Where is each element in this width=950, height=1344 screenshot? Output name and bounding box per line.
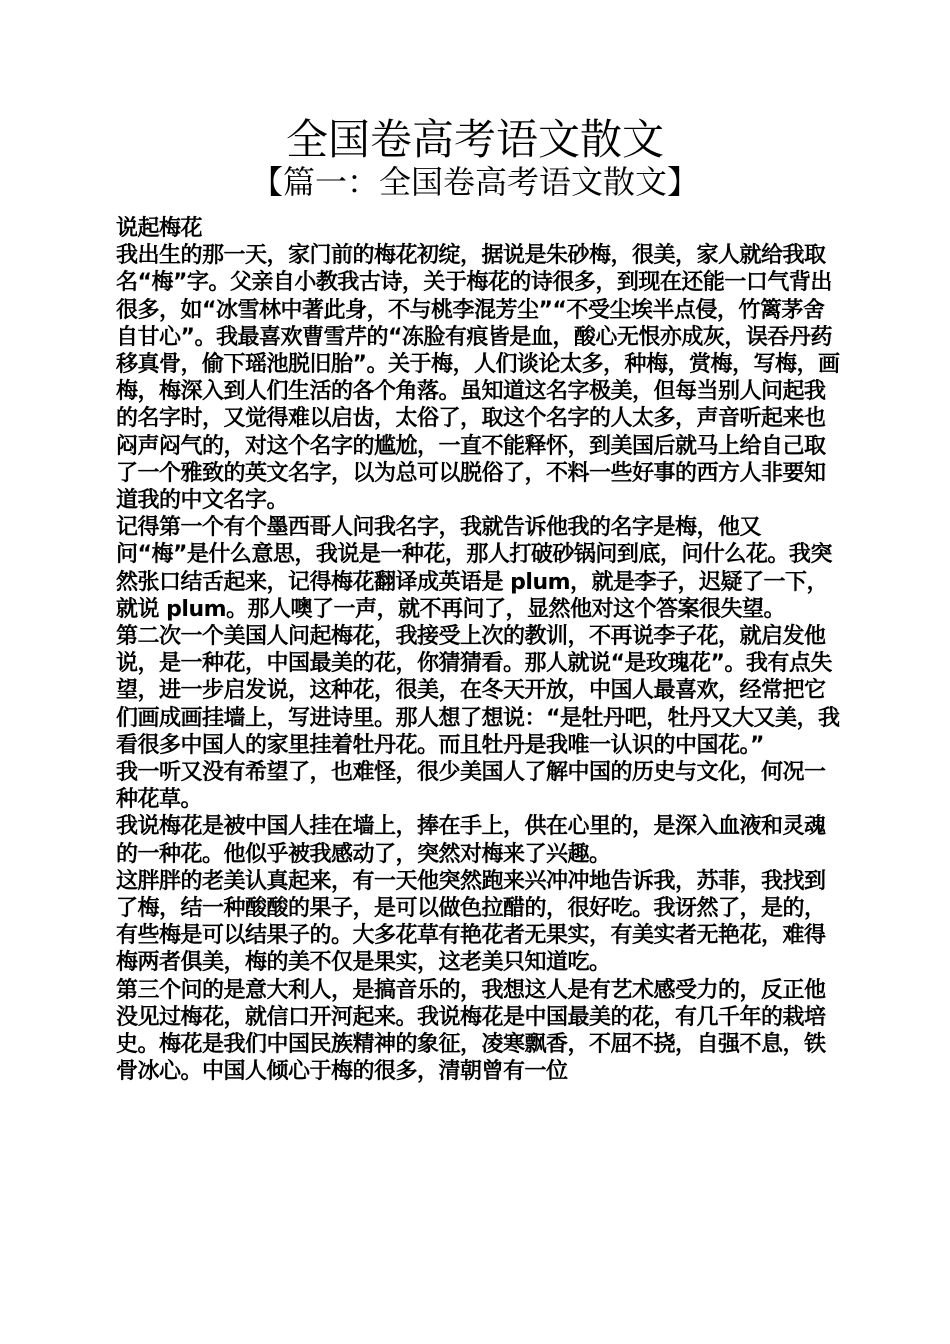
paragraph: 我出生的那一天，家门前的梅花初绽，据说是朱砂梅，很美，家人就给我取名“梅”字。父亲自小教我古诗，关于梅花的诗很多，到现在还能一口气背出很多，如“冰雪林中著此身，不与桃李混芳尘”“不受尘埃半点侵，竹篱茅舍自甘心”。我最喜欢曹雪芹的“冻脸有痕皆是血，酸心无恨亦成灰，误吞丹药移真骨，偷下瑶池脱旧胎”。关于梅，人们谈论太多，种梅，赏梅，写梅，画梅，梅深入到人们生活的各个角落。虽知道这名字极美，但每当别人问起我的名字时，又觉得难以启齿，太俗了，取这个名字的人太多，声音听起来也闷声闷气的，对这个名字的尴尬，一直不能释怀，到美国后就马上给自己取了一个雅致的英文名字，以为总可以脱俗了，不料一些好事的西方人非要知道我的中文名字。 <box>116 243 840 514</box>
paragraph: 我一听又没有希望了，也难怪，很少美国人了解中国的历史与文化，何况一种花草。 <box>116 760 826 813</box>
document-subtitle: 【篇一：全国卷高考语文散文】 <box>250 163 699 201</box>
paragraph: 第二次一个美国人问起梅花，我接受上次的教训，不再说李子花，就启发他说，是一种花，中国最美的花，你猜猜看。那人就说“是玫瑰花”。我有点失望，进一步启发说，这种花，很美，在冬天开放，中国人最喜欢，经常把它们画成画挂墙上，写进诗里。那人想了想说：“是牡丹吧，牡丹又大又美，我看很多中国人的家里挂着牡丹花。而且牡丹是我唯一认识的中国花。” <box>116 624 840 758</box>
document-title: 全国卷高考语文散文 <box>285 115 664 164</box>
document-body <box>116 215 841 1086</box>
paragraph: 这胖胖的老美认真起来，有一天他突然跑来兴冲冲地告诉我，苏菲，我找到了梅，结一种酸酸的果子，是可以做色拉醋的，很好吃。我讶然了，是的，有些梅是可以结果子的。大多花草有艳花者无果实，有美实者无艳花，难得梅两者俱美，梅的美不仅是果实，这老美只知道吃。 <box>116 868 826 976</box>
paragraph: 我说梅花是被中国人挂在墙上，捧在手上，供在心里的，是深入血液和灵魂的一种花。他似乎被我感动了，突然对梅来了兴趣。 <box>116 814 826 867</box>
section-heading: 说起梅花 <box>116 216 203 241</box>
paragraph: 记得第一个有个墨西哥人问我名字，我就告诉他我的名字是梅，他又问“梅”是什么意思，我说是一种花，那人打破砂锅问到底，问什么花。我突然张口结舌起来，记得梅花翻译成英语是 plum，就是李子，迟疑了一下，就说 plum。那人噢了一声，就不再问了，显然他对这个答案很失望。 <box>116 515 832 622</box>
paragraph: 第三个问的是意大利人，是搞音乐的，我想这人是有艺术感受力的，反正他没见过梅花，就信口开河起来。我说梅花是中国最美的花，有几千年的栽培史。梅花是我们中国民族精神的象征，凌寒飘香，不屈不挠，自强不息，铁骨冰心。中国人倾心于梅的很多，清朝曾有一位 <box>116 977 826 1085</box>
